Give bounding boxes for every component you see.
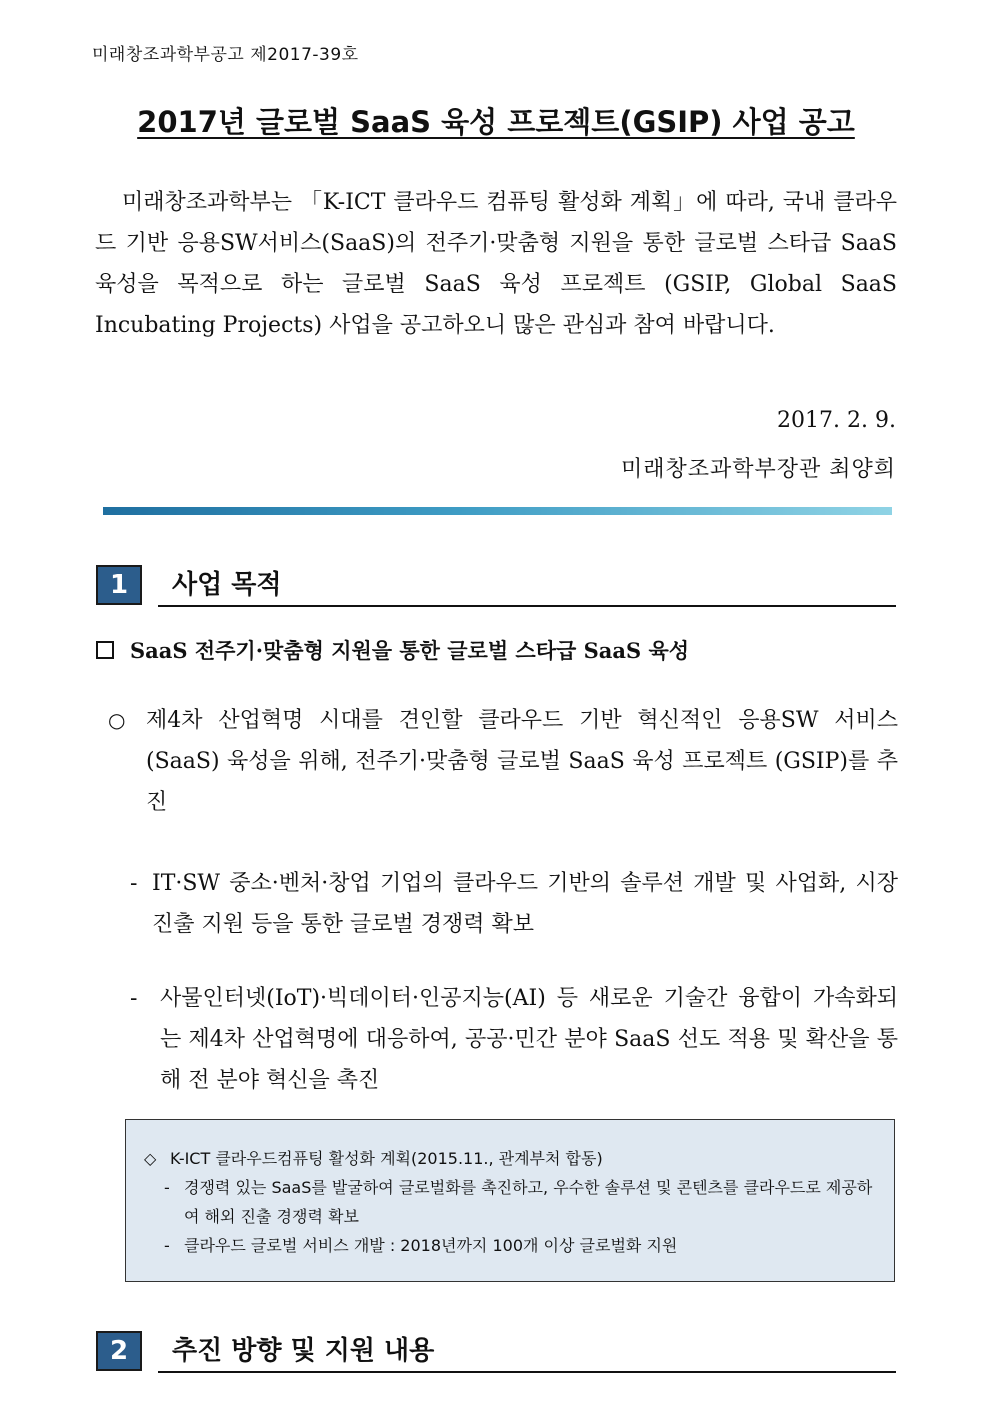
- section-2-number: 2: [96, 1331, 142, 1371]
- subheading-text: SaaS 전주기·맞춤형 지원을 통한 글로벌 스타급 SaaS 육성: [130, 638, 690, 663]
- callout-item-text: 클라우드 글로벌 서비스 개발 : 2018년까지 100개 이상 글로벌화 지원: [184, 1236, 678, 1255]
- dash-mark: -: [164, 1178, 170, 1197]
- purpose-bullet: [108, 700, 898, 823]
- dash-mark: -: [130, 871, 138, 896]
- diamond-icon: ◇: [144, 1149, 157, 1168]
- reference-callout-box: [125, 1119, 895, 1282]
- dash-mark: -: [164, 1236, 170, 1255]
- circle-bullet-icon: ○: [108, 708, 126, 732]
- section-1-underline: [158, 605, 896, 607]
- callout-heading-text: K-ICT 클라우드컴퓨팅 활성화 계획(2015.11., 관계부처 합동): [170, 1149, 603, 1168]
- section-2-header: [96, 1331, 896, 1371]
- callout-item: [144, 1173, 874, 1231]
- callout-item: [144, 1231, 874, 1260]
- document-title-text: 2017년 글로벌 SaaS 육성 프로젝트(GSIP) 사업 공고: [137, 105, 855, 139]
- section-2-title: 추진 방향 및 지원 내용: [172, 1336, 435, 1366]
- dash-item-1: [130, 863, 898, 945]
- dash-item-text: 사물인터넷(IoT)·빅데이터·인공지능(AI) 등 새로운 기술간 융합이 가속화되는 제4차 산업혁명에 대응하여, 공공·민간 분야 SaaS 선도 적용 및 확산을 통해 전 분야 혁신을 촉진: [160, 986, 898, 1093]
- signer: 미래창조과학부장관 최양희: [620, 457, 896, 482]
- purpose-bullet-text: 제4차 산업혁명 시대를 견인할 클라우드 기반 혁신적인 응용SW 서비스(SaaS) 육성을 위해, 전주기·맞춤형 글로벌 SaaS 육성 프로젝트 (GSIP)를 추진: [146, 708, 898, 815]
- section-1-header: [96, 565, 896, 605]
- document-title: [0, 100, 992, 141]
- callout-item-text: 경쟁력 있는 SaaS를 발굴하여 글로벌화를 촉진하고, 우수한 솔루션 및 콘텐츠를 클라우드로 제공하여 해외 진출 경쟁력 확보: [184, 1178, 873, 1226]
- intro-paragraph: 미래창조과학부는 「K-ICT 클라우드 컴퓨팅 활성화 계획」에 따라, 국내 클라우드 기반 응용SW서비스(SaaS)의 전주기·맞춤형 지원을 통한 글로벌 스타급 SaaS 육성을 목적으로 하는 글로벌 SaaS 육성 프로젝트 (GSIP, Global SaaS Incubating Projects) 사업을 공고하오니 많은 관심과 참여 바랍니다.: [95, 190, 897, 338]
- dash-item-text: IT·SW 중소·벤처·창업 기업의 클라우드 기반의 솔루션 개발 및 사업화, 시장 진출 지원 등을 통한 글로벌 경쟁력 확보: [152, 871, 898, 937]
- checkbox-icon: [96, 641, 114, 659]
- section-1-subheading: [96, 635, 689, 665]
- dash-mark: -: [130, 986, 138, 1011]
- section-2-underline: [158, 1371, 896, 1373]
- section-1-number: 1: [96, 565, 142, 605]
- section-1-title: 사업 목적: [172, 570, 282, 600]
- callout-heading: [144, 1144, 874, 1173]
- divider-bar: [103, 507, 892, 515]
- notice-number: 미래창조과학부공고 제2017-39호: [92, 45, 359, 65]
- dash-item-2: [130, 978, 898, 1101]
- notice-date: 2017. 2. 9.: [777, 408, 896, 433]
